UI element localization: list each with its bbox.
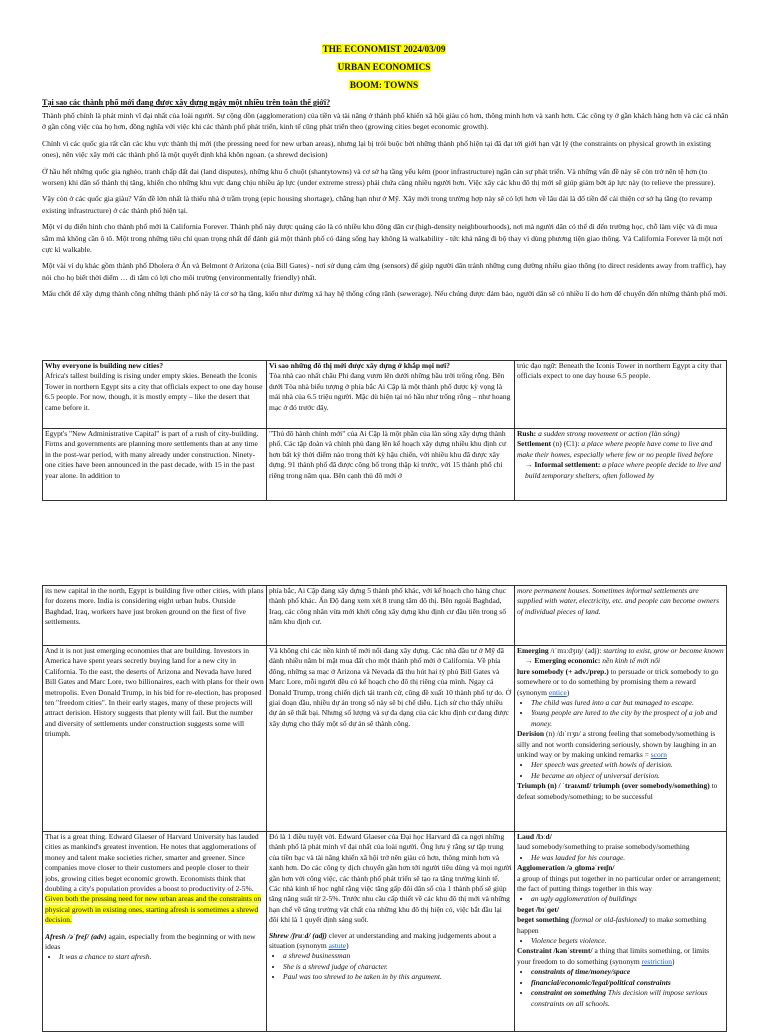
vocab-laud: Laud /lɔːd/: [517, 832, 552, 841]
laud-examples: • He was lauded for his courage.: [517, 853, 724, 863]
table1-notes-cell: [515, 429, 727, 501]
paragraph-4: Vậy còn ở các quốc gia giàu? Vấn đề lớn nhất là thiếu nhà ở trầm trọng (epic housing shortage), chẳng hạn như ở Mỹ. Xây mới trong trường hợp này sẽ có lợi hơn về lâu dài là đổ tiền để cải thiện cơ sở hạ tầng (to revamp existing infrastructure) ở các thành phố hiện tại.: [42, 194, 713, 215]
paragraph-1: Thành phố chính là phát minh vĩ đại nhất của loài người. Sự cộng dồn (agglomeration) của tiền và tài năng ở thành phố khiến xã hội giàu có hơn, thông minh hơn và xanh hơn. Các công ty ở gần khách hàng hơn và các cá nhân ở gần công việc của họ hơn, đồng nghĩa với việc khi các thành phố phát triển, kinh tế cũng phát triển theo (growing cities beget economic growth).: [42, 111, 729, 132]
header-title: BOOM: TOWNS: [349, 80, 419, 90]
table2-english-cell: [43, 586, 267, 646]
vocab-constraint: Constraint /kənˈstreɪnt/ a thing that limits something, or limits your freedom to do something (synonym restriction): [517, 946, 710, 966]
paragraph-5: Một ví dụ điển hình cho thành phố mới là California Forever. Thành phố này được quảng cáo là có nhiều khu đông dân cư (high-density neighbourhoods), nơi mà người dân có thể đi đến trường học, chỗ làm việc và đi mua sắm mà không cần ô tô. Một trong những tiêu chí quan trọng nhất để đánh giá một thành phố có đáng sống hay không là walkability - tức khả năng đi bộ thay vì dùng phương tiện giao thông. Và California Forever là một nơi cực kì walkable.: [42, 222, 723, 255]
entice-link[interactable]: entice: [548, 687, 567, 697]
english-text: Egypt's "New Administrative Capital" is part of a rush of city-building. Firms and governments are planning more settlements than at any time in the post-war period, with many already under construction. Ninety-one cities have been announced in the past decade, with 15 in the past year alone. In addition to: [45, 429, 259, 480]
article-question: Tại sao các thành phố mới đang được xây dựng ngày một nhiều trên toàn thế giới?: [42, 98, 331, 107]
english-text: its new capital in the north, Egypt is building five other cities, with plans for dozens more. India is considering eight urban hubs. Outside Baghdad, Iraq, workers have just broken ground on the first of five settlements.: [45, 586, 264, 627]
vocab-emerging-economic: → Emerging economic: nền kinh tế mới nổi: [525, 656, 661, 666]
table2-vietnamese-cell: [267, 586, 515, 646]
beget-examples: • Violence begets violence.: [517, 936, 724, 946]
vocab-note: more permanent houses. Sometimes informal settlements are supplied with water, electricity, etc. and people can become owners of individual pieces of land.: [517, 586, 720, 616]
header-category: URBAN ECONOMICS: [337, 62, 431, 72]
highlighted-sentence: Given both the pressing need for new urban areas and the constraints on physical growth in existing ones, starting afresh is sometimes a shrewd decision.: [45, 894, 262, 925]
english-text: Africa's tallest building is rising under empty skies. Beneath the Iconis Tower in northern Egypt sits a city that officials expect to one day house 6.5 people. For now, though, it is mostly empty – like the desert that came before it.: [45, 371, 263, 412]
table2-english-cell: [43, 646, 267, 832]
vocab-informal-settlement: → Informal settlement: a place where people decide to live and build temporary shelters, often followed by: [525, 460, 721, 480]
vocab-settlement: Settlement (n) (C1): a place where people have come to live and make their homes, especially where few or no people lived before: [517, 439, 713, 459]
vietnamese-text: phía bắc, Ai Cập đang xây dựng 5 thành phố khác, với kế hoạch cho hàng chục thành phố khác. Ấn Độ đang xem xét 8 trung tâm đô thị. Bên ngoài Baghdad, Iraq, các công nhân vừa mới khởi công xây dựng khu định cư đầu tiên trong số năm khu định cư.: [269, 586, 507, 627]
paragraph-2: Chính vì các quốc gia rất cần các khu vực thành thị mới (the pressing need for new urban areas), nhưng lại bị trói buộc bởi những thành phố hiện tại đã đạt tới giới hạn vật lý (the constraints on physical growth in existing ones), nên việc xây mới các thành phố là một quyết định khá khôn ngoan. (a shrewd decision): [42, 138, 711, 160]
agglomeration-examples: • an ugly agglomeration of buildings: [517, 894, 724, 904]
paragraph-6: Một vài ví dụ khác gồm thành phố Dholera ở Ấn và Belmont ở Arizona (của Bill Gates) - nơi sử dụng cảm ứng (sensors) để giúp người dân tránh những cung đường nhiều giao thông (to direct residents away from traffic), hay nói cho họ biết thời điểm … đi tắm có lợi cho môi trường (environmentally friendly) nhất.: [42, 261, 727, 282]
vietnamese-text: Tòa nhà cao nhất châu Phi đang vươn lên dưới những bầu trời trống rỗng. Bên dưới Tòa nhà biểu tượng ở phía bắc Ai Cập là một thành phố được kỳ vọng là mái nhà của 6.5 triệu người. Mặc dù hiện tại nó hầu như trống rỗng – như hoang mạc ở đó trước đây.: [269, 371, 511, 412]
page-2: [0, 565, 768, 1024]
restriction-link[interactable]: restriction: [641, 956, 672, 966]
table1-english-cell: [43, 429, 267, 501]
paragraph-3: Ở hầu hết những quốc gia nghèo, tranh chấp đất đai (land disputes), những khu ổ chuột (shantytowns) và cơ sở hạ tầng yếu kém (poor infrastructure) ngăn cản sự phát triển. Và những vấn đề này sẽ còn trở nên tệ hơn (to worsen) khi dân số thành thị tăng, khiến cho những khu vực đang chịu nhiều áp lực (under extreme stress) phải chứa càng nhiều người hơn. Việc xây các khu đô thị mới sẽ giúp giảm bớt áp lực này (to relieve the pressure).: [42, 166, 716, 188]
afresh-examples: • It was a chance to start afresh.: [45, 952, 264, 962]
translation-table-1: [42, 360, 727, 501]
derision-examples: • Her speech was greeted with howls of derision. • He became an object of universal derision.: [517, 760, 724, 781]
vocab-beget: beget /bɪˈɡet/: [517, 904, 559, 914]
vietnamese-text: Đó là 1 điều tuyệt vời. Edward Glaeser của Đại học Harvard đã ca ngợi những thành phố là phát minh vĩ đại nhất của loài người. Ông lưu ý rằng sự tập trung của tiền bạc và tài năng khiến xã hội trở nên giàu có hơn, thông minh hơn và xanh hơn. Do các công ty dịch chuyển gần hơn tới người tiêu dùng và mọi người gần hơn với công việc, các thành phố phát triển sẽ tạo ra tăng trưởng kinh tế. Các nhà kinh tế học nghĩ rằng việc tăng gấp đôi dân số của 1 thành phố sẽ giúp tăng năng suất từ 2-5%. Trước nhu cầu cấp thiết về các khu đô thị mới và những hạn chế về tăng trưởng vật chất của những khu đô thị hiện có, việc bắt đầu lại đôi khi là 1 quyết định sáng suốt.: [269, 832, 512, 925]
table1-vietnamese-cell: [267, 429, 515, 501]
paragraph-7: Mấu chốt để xây dựng thành công những thành phố này là cơ sở hạ tầng, kiểu như đường xá hay hệ thống cống rãnh (sewerage). Nếu chúng được đảm bảo, người dân sẽ có nhiều lí do hơn để chuyển đến những thành phố mới.: [42, 289, 728, 299]
shrewd-examples: • a shrewd businessman • She is a shrewd judge of character. • Paul was too shrewd to be taken in by this argument.: [269, 951, 512, 982]
lure-examples: • The child was lured into a car but managed to escape. • Young people are lured to the city by the prospect of a job and money.: [517, 698, 724, 729]
summary-paragraphs: [42, 110, 730, 305]
vocab-derision: Derision (n) /dɪˈrɪʒn/ a strong feeling that somebody/something is silly and not worth considering seriously, shown by laughing in an unkind way or by making unkind remarks = scorn: [517, 729, 717, 760]
vietnamese-text: Và không chỉ các nền kinh tế mới nổi đang xây dựng. Các nhà đầu tư ở Mỹ đã dành nhiều năm bí mật mua đất cho một thành phố mới ở California. Về phía đông, những sa mạc ở Arizona và Nevada đã thu hút hai tỷ phú Bill Gates và Marc Lore, mỗi người đều có kế hoạch cho đô thị riêng của mình. Ngay cả Donald Trump, trong chiến dịch tái tranh cử, cũng đề xuất 10 thành phố tự do. Ở giai đoạn đầu, nhiều dự án trong số này sẽ bị chế diễu. Lịch sử cho thấy nhiều dự án sẽ thất bại. Nhưng số lượng và sự đa dạng của các khu định cư đang được xây dựng cho thấy một số dự án sẽ thành công.: [269, 646, 512, 728]
vietnamese-text: "Thủ đô hành chính mới" của Ai Cập là một phần của làn sóng xây dựng thành phố. Các tập đoàn và chính phủ đang lên kế hoạch xây dựng nhiều khu định cư hơn bất kỳ thời điểm nào trong thời kỳ hậu chiến, với nhiều khu đã được xây dựng. 91 thành phố đã được công bố trong thập kỉ trước, với 15 thành phố chỉ riêng trong năm qua. Bên cạnh thủ đô mới ở: [269, 429, 507, 480]
constraint-examples: • constraints of time/money/space • financial/economic/legal/political constraints • constraint on something This decision will impose serious constraints on all schools.: [517, 967, 724, 1009]
astute-link[interactable]: astute: [328, 941, 347, 951]
table1-english-cell: [43, 361, 267, 429]
table2-notes-cell: Laud /lɔːd/ laud somebody/something to praise somebody/something • He was lauded for his courage. Agglomeration /əˌɡlɒməˈreɪʃn/ a group of things put together in no particular order or arrangement; the fact of putting things together in this way • an ugly agglomeration of buildings beget /bɪˈɡet/ beget something (formal or old-fashioned) to make something happen • Violence begets violence. Constraint /kənˈstreɪnt/ a thing that limits something, or limits your freedom to do something (synonym restriction) • constraints of time/money/space • financial/economic/legal/political constraints • constraint on something This decision will impose serious constraints on all schools.: [515, 832, 727, 1032]
english-heading: Why everyone is building new cities?: [45, 361, 164, 370]
vocab-agglomeration: Agglomeration /əˌɡlɒməˈreɪʃn/: [517, 863, 615, 873]
table2-vietnamese-cell: [267, 832, 515, 1032]
vocab-afresh: Afresh /əˈfreʃ/ (adv) again, especially from the beginning or with new ideas: [45, 931, 256, 952]
vocab-triumph: Triumph (n) / ˈtraɪʌmf/ triumph (over somebody/something) to defeat somebody/something; to be successful: [517, 781, 718, 801]
table2-notes-cell: [515, 586, 727, 646]
table1-notes-cell: [515, 361, 727, 429]
english-text: And it is not just emerging economies that are building. Investors in America have spent years secretly buying land for a new city in California. To the east, the deserts of Arizona and Nevada have lured Bill Gates and Marc Lore, two billionaires, each with plans for their own metropolis. Even Donald Trump, in his bid for re-election, has proposed ten "freedom cities". In their early stages, many of these projects will attract derision. History suggests that plenty will fail. But the number and diversity of settlements under construction suggests some will triumph.: [45, 646, 264, 739]
grammar-note: trúc đạo ngữ: Beneath the Iconis Tower in northern Egypt a city that officials expect to one day house 6.5 people.: [517, 361, 722, 381]
vocab-emerging: Emerging /ɪˈmɜːdʒɪŋ/ (adj): starting to exist, grow or become known: [517, 646, 724, 655]
scorn-link[interactable]: scorn: [650, 750, 668, 760]
table1-vietnamese-cell: [267, 361, 515, 429]
vietnamese-heading: Vì sao những đô thị mới được xây dựng ở khắp mọi nơi?: [269, 361, 450, 370]
translation-table-2: [42, 585, 727, 1032]
vocab-shrewd: Shrew /ʃruːd/ (adj) clever at understanding and making judgements about a situation (synonym astute): [269, 930, 497, 951]
table2-vietnamese-cell: [267, 646, 515, 832]
vocab-lure: lure somebody (+ adv./prep.) to persuade or trick somebody to go somewhere or to do something by promising them a reward (synonym entice): [517, 666, 719, 697]
vocab-rush: Rush: a sudden strong movement or action (làn sóng): [517, 429, 680, 438]
table2-notes-cell: [515, 646, 727, 832]
english-text: That is a great thing. Edward Glaeser of Harvard University has lauded cities as mankind's greatest invention. He notes that agglomerations of money and talent make societies richer, smarter and greener. Since companies move closer to their customers and people closer to their jobs, growing cities beget economic growth. Economists think that doubling a city's population provides a boost to productivity of 2-5%. Given both the pressing need for new urban areas and the constraints on physical growth in existing ones, starting afresh is sometimes a shrewd decision.: [45, 832, 262, 925]
header-source: THE ECONOMIST 2024/03/09: [322, 44, 446, 54]
table2-english-cell: [43, 832, 267, 1032]
